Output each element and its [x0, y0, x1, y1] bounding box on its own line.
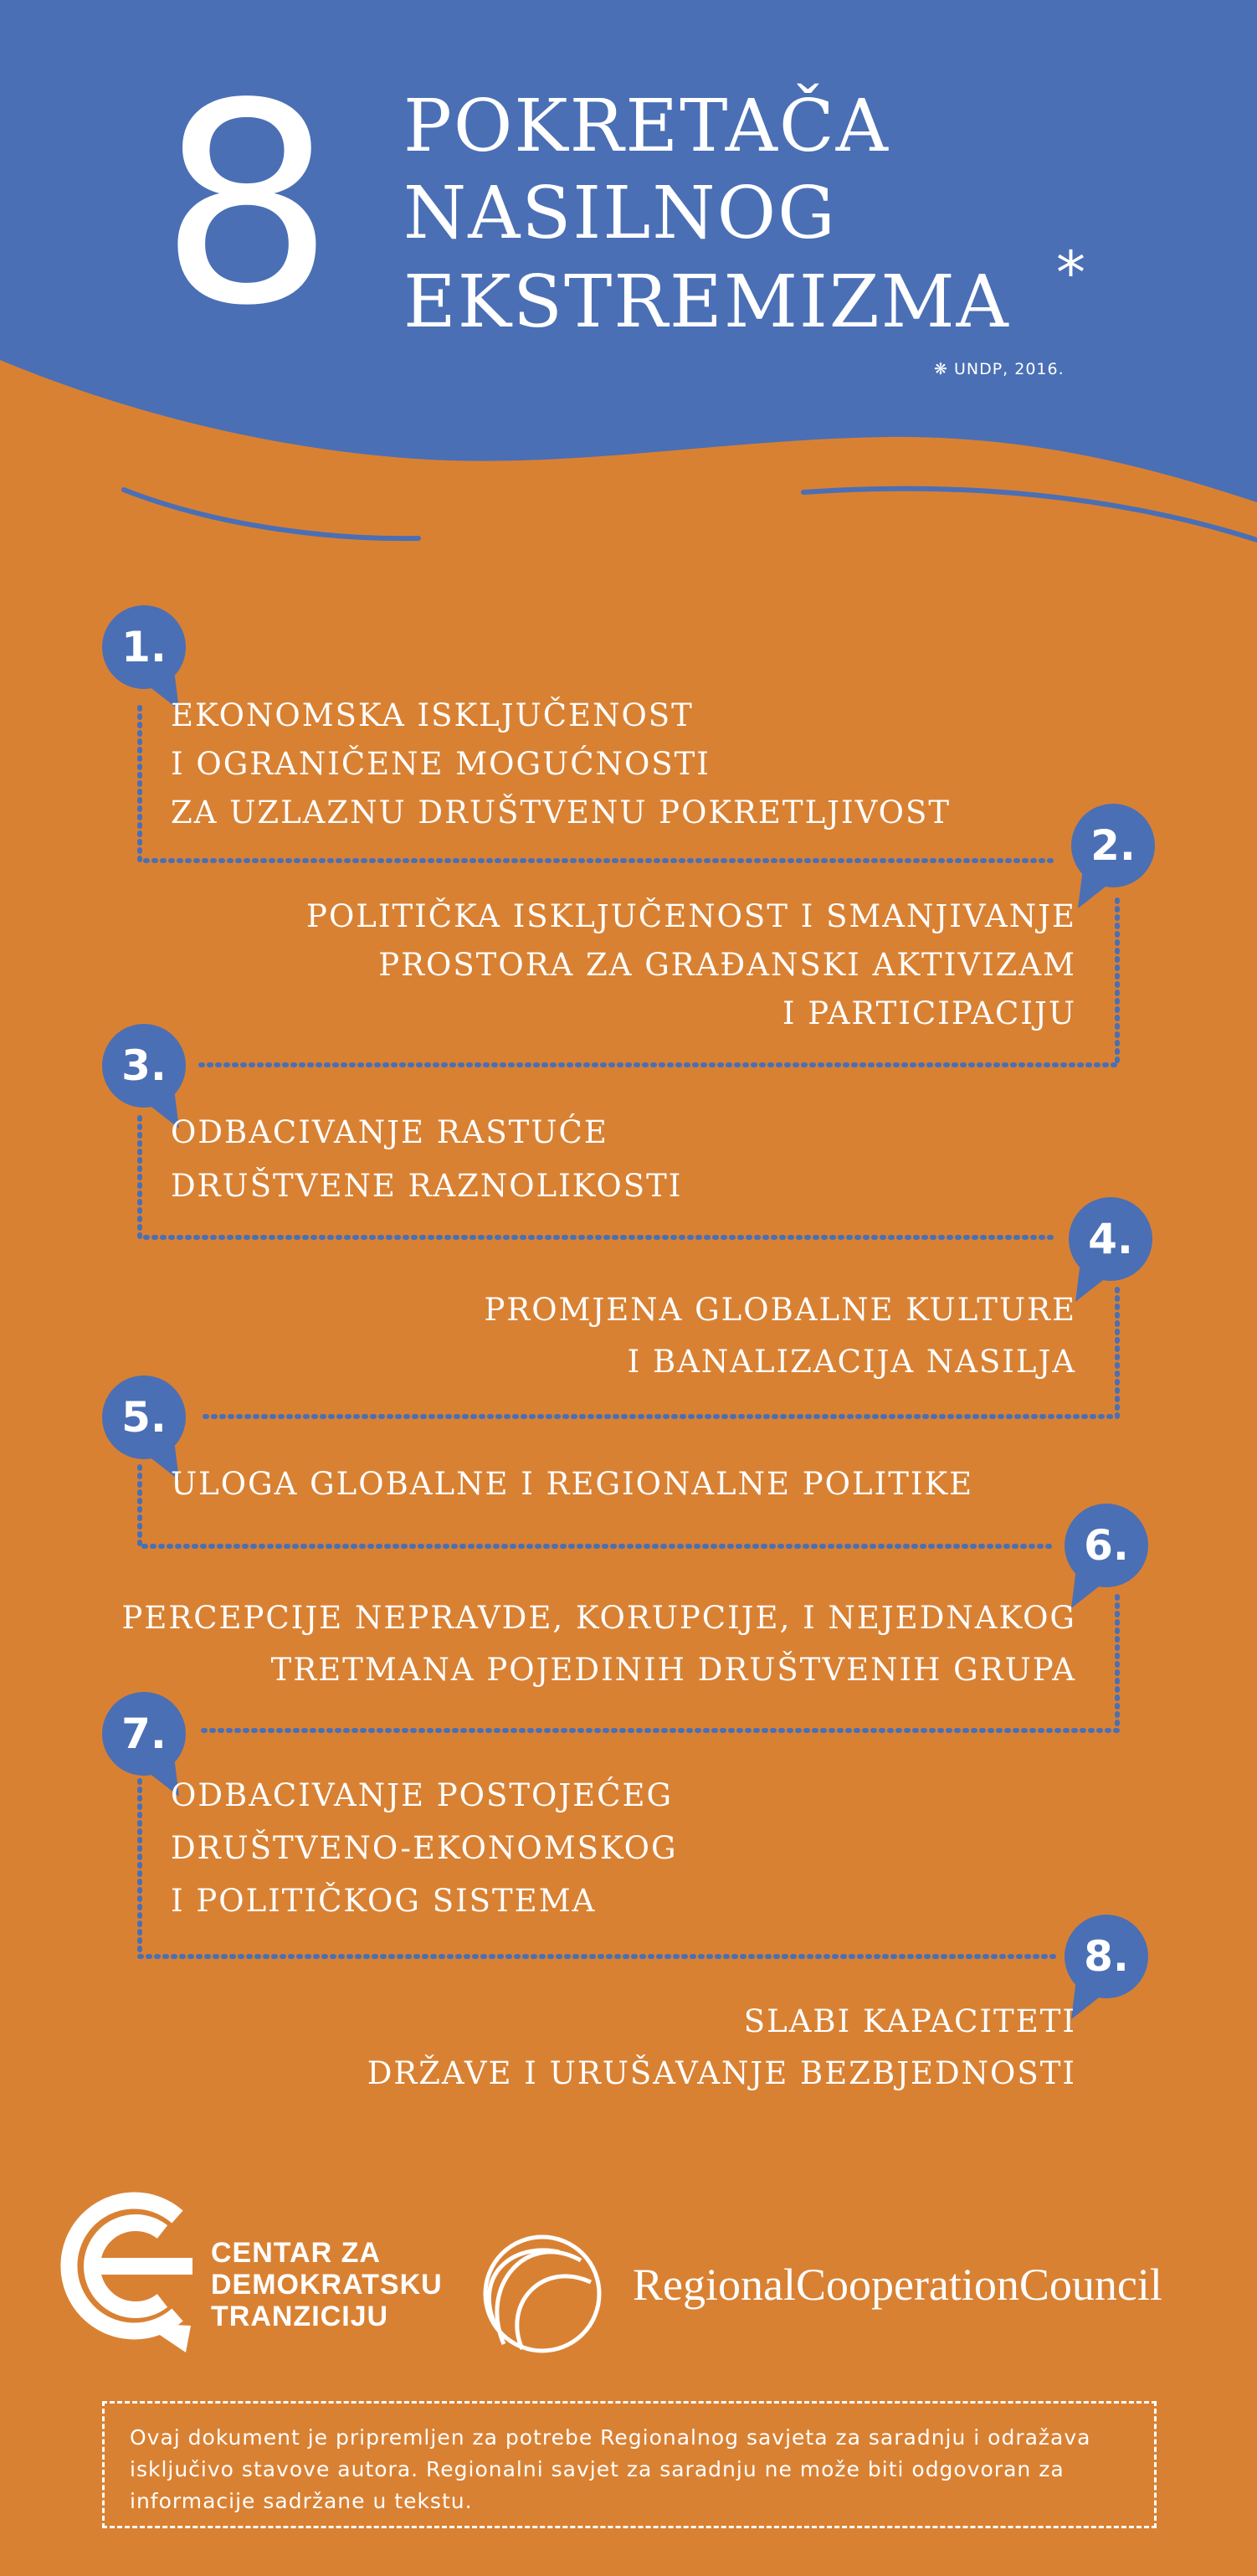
- badge-number-4: 4.: [1088, 1215, 1133, 1263]
- item-3-line-2: DRUŠTVENE RAZNOLIKOSTI: [171, 1168, 683, 1204]
- item-3-text: [171, 1106, 682, 1213]
- asterisk-mark: *: [1056, 239, 1085, 307]
- item-4-line-2: I BANALIZACIJA NASILJA: [627, 1344, 1076, 1380]
- badge-number-7: 7.: [121, 1710, 167, 1758]
- item-4-line-1: PROMJENA GLOBALNE KULTURE: [484, 1292, 1076, 1328]
- title-line-3: EKSTREMIZMA: [403, 260, 1010, 344]
- title-line-2: NASILNOG: [403, 172, 837, 255]
- cdt-logo-mark: [69, 2201, 192, 2332]
- item-4-text: [484, 1284, 1076, 1388]
- item-6-line-1: PERCEPCIJE NEPRAVDE, KORUPCIJE, I NEJEDNAKOG: [121, 1600, 1076, 1636]
- wave-line-left: [124, 490, 418, 538]
- item-2-line-3: I PARTICIPACIJU: [782, 995, 1076, 1031]
- cdt-logo-line-1: CENTAR ZA: [211, 2237, 381, 2269]
- item-2-line-2: PROSTORA ZA GRAĐANSKI AKTIVIZAM: [378, 947, 1076, 983]
- badge-number-6: 6.: [1084, 1521, 1129, 1570]
- item-5-text: [171, 1460, 973, 1509]
- item-1-line-3: ZA UZLAZNU DRUŠTVENU POKRETLJIVOST: [171, 794, 952, 830]
- badge-number-1: 1.: [121, 623, 167, 671]
- source-note: ❋ UNDP, 2016.: [934, 360, 1065, 378]
- header-number: 8: [159, 44, 331, 366]
- wave-line-right: [803, 489, 1257, 540]
- item-2-text: [306, 892, 1076, 1038]
- item-7-line-3: I POLITIČKOG SISTEMA: [171, 1883, 597, 1919]
- item-7-text: [171, 1769, 678, 1927]
- cdt-logo-line-2: DEMOKRATSKU: [211, 2269, 443, 2301]
- disclaimer-box: Ovaj dokument je pripremljen za potrebe Regionalnog savjeta za saradnju i odražava isključivo stavove autora. Regionalni savjet za saradnju ne može biti odgovoran za informacije sadržane u tekstu.: [102, 2401, 1157, 2528]
- badge-number-3: 3.: [121, 1041, 167, 1090]
- rcc-logo-mark: [485, 2237, 599, 2351]
- item-7-line-2: DRUŠTVENO-EKONOMSKOG: [171, 1830, 678, 1866]
- item-7-line-1: ODBACIVANJE POSTOJEĆEG: [171, 1777, 674, 1813]
- badge-number-2: 2.: [1090, 821, 1136, 870]
- item-1-text: [171, 692, 951, 837]
- badge-number-8: 8.: [1084, 1932, 1129, 1981]
- item-2-line-1: POLITIČKA ISKLJUČENOST I SMANJIVANJE: [306, 898, 1076, 934]
- badge-number-5: 5.: [121, 1393, 167, 1442]
- item-8-line-2: DRŽAVE I URUŠAVANJE BEZBJEDNOSTI: [367, 2055, 1076, 2091]
- rcc-logo-text: RegionalCooperationCouncil: [633, 2260, 1162, 2310]
- cdt-logo-line-3: TRANZICIJU: [211, 2301, 389, 2332]
- item-6-text: [121, 1592, 1076, 1696]
- item-8-line-1: SLABI KAPACITETI: [743, 2003, 1076, 2039]
- title-line-1: POKRETAČA: [403, 85, 890, 168]
- item-6-line-2: TRETMANA POJEDINIH DRUŠTVENIH GRUPA: [270, 1652, 1076, 1688]
- item-1-line-1: EKONOMSKA ISKLJUČENOST: [171, 697, 694, 733]
- item-1-line-2: I OGRANIČENE MOGUĆNOSTI: [171, 746, 711, 782]
- item-8-text: [367, 1996, 1076, 2100]
- cdt-logo-text: [211, 2237, 443, 2332]
- item-5-line-1: ULOGA GLOBALNE I REGIONALNE POLITIKE: [171, 1466, 974, 1502]
- item-3-line-1: ODBACIVANJE RASTUĆE: [171, 1114, 608, 1150]
